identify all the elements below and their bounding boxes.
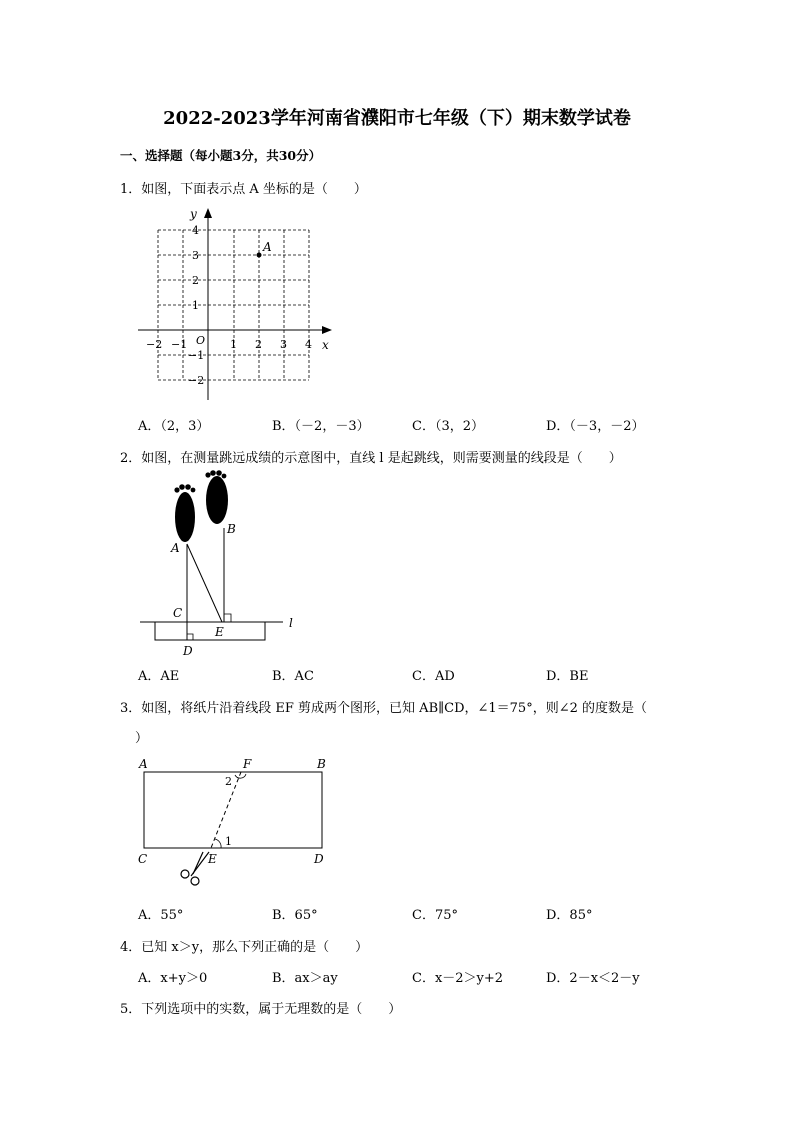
sandpit [155,622,265,640]
grid [158,230,309,380]
q1-option-b[interactable]: B．（－2，－3） [272,419,370,434]
angle-1-label: 1 [225,835,232,848]
q1-option-d[interactable]: D．（－3，－2） [546,419,645,434]
y-tick: 2 [192,274,199,287]
q4-option-c[interactable]: C．x－2＞y+2 [412,971,504,986]
y-axis-label: y [190,207,197,221]
q2-option-d[interactable]: D．BE [546,669,589,684]
point-a-label: A [263,240,272,254]
x-tick: 4 [305,338,312,351]
page-title: 2022-2023学年河南省濮阳市七年级（下）期末数学试卷 [163,108,631,129]
y-tick: 1 [192,299,199,312]
y-tick: −1 [188,349,205,362]
angle-1-arc [215,839,221,848]
section-heading: 一、选择题（每小题3分，共30分） [120,148,322,163]
label-e: E [215,625,224,639]
angle-2-label: 2 [225,775,232,788]
q4-option-a[interactable]: A．x+y＞0 [138,971,208,986]
label-b: B [317,757,326,771]
label-b: B [227,522,236,536]
q3-option-b[interactable]: B．65° [272,908,318,923]
x-axis-arrow-icon [322,326,332,334]
question-3-stem-cont: ） [135,731,149,746]
label-e: E [208,852,217,866]
label-c: C [173,606,183,620]
q3-option-a[interactable]: A．55° [138,908,184,923]
q2-option-b[interactable]: B．AC [272,669,314,684]
x-tick: −1 [171,338,188,351]
y-axis-arrow-icon [204,208,212,218]
question-4-stem: 4．已知 x＞y，那么下列正确的是（ ） [120,940,369,955]
label-l: l [289,616,293,630]
label-d: D [183,644,193,658]
y-tick: −2 [188,374,205,387]
label-d: D [314,852,324,866]
q2-option-c[interactable]: C．AD [412,669,455,684]
scissors-icon [181,852,209,885]
q1-option-c[interactable]: C．（3，2） [412,419,484,434]
right-angle-mark [187,634,193,640]
y-tick: 4 [192,224,199,237]
q4-option-d[interactable]: D．2－x＜2－y [546,971,640,986]
label-c: C [138,852,148,866]
origin-label: O [196,334,206,347]
x-tick: 3 [280,338,287,351]
point-a [257,253,262,258]
question-1-stem: 1．如图，下面表示点 A 坐标的是（ ） [120,182,367,197]
question-3-stem: 3．如图，将纸片沿着线段 EF 剪成两个图形，已知 AB∥CD，∠1＝75°，则∠2 的度数是（ [120,701,647,716]
rectangle-abdc [144,772,322,848]
q1-option-a[interactable]: A．（2，3） [138,419,210,434]
x-tick: 1 [230,338,237,351]
x-tick: 2 [255,338,262,351]
q4-option-b[interactable]: B．ax＞ay [272,971,338,986]
right-angle-mark [224,614,231,622]
x-axis-label: x [322,338,329,352]
q3-option-d[interactable]: D．85° [546,908,593,923]
footprint-right-icon [205,470,228,524]
footprint-left-icon [174,484,195,542]
question-2-stem: 2．如图，在测量跳远成绩的示意图中，直线 l 是起跳线，则需要测量的线段是（ ） [120,451,622,466]
question-5-stem: 5．下列选项中的实数，属于无理数的是（ ） [120,1002,402,1017]
label-f: F [243,757,252,771]
y-tick: 3 [192,249,199,262]
segment-ae [187,544,222,622]
long-jump-figure [135,470,310,660]
paper-cut-figure [133,752,338,892]
q3-option-c[interactable]: C．75° [412,908,458,923]
label-a: A [171,541,180,555]
coordinate-graph [130,200,345,410]
label-a: A [139,757,148,771]
x-tick: −2 [146,338,163,351]
q2-option-a[interactable]: A．AE [138,669,180,684]
